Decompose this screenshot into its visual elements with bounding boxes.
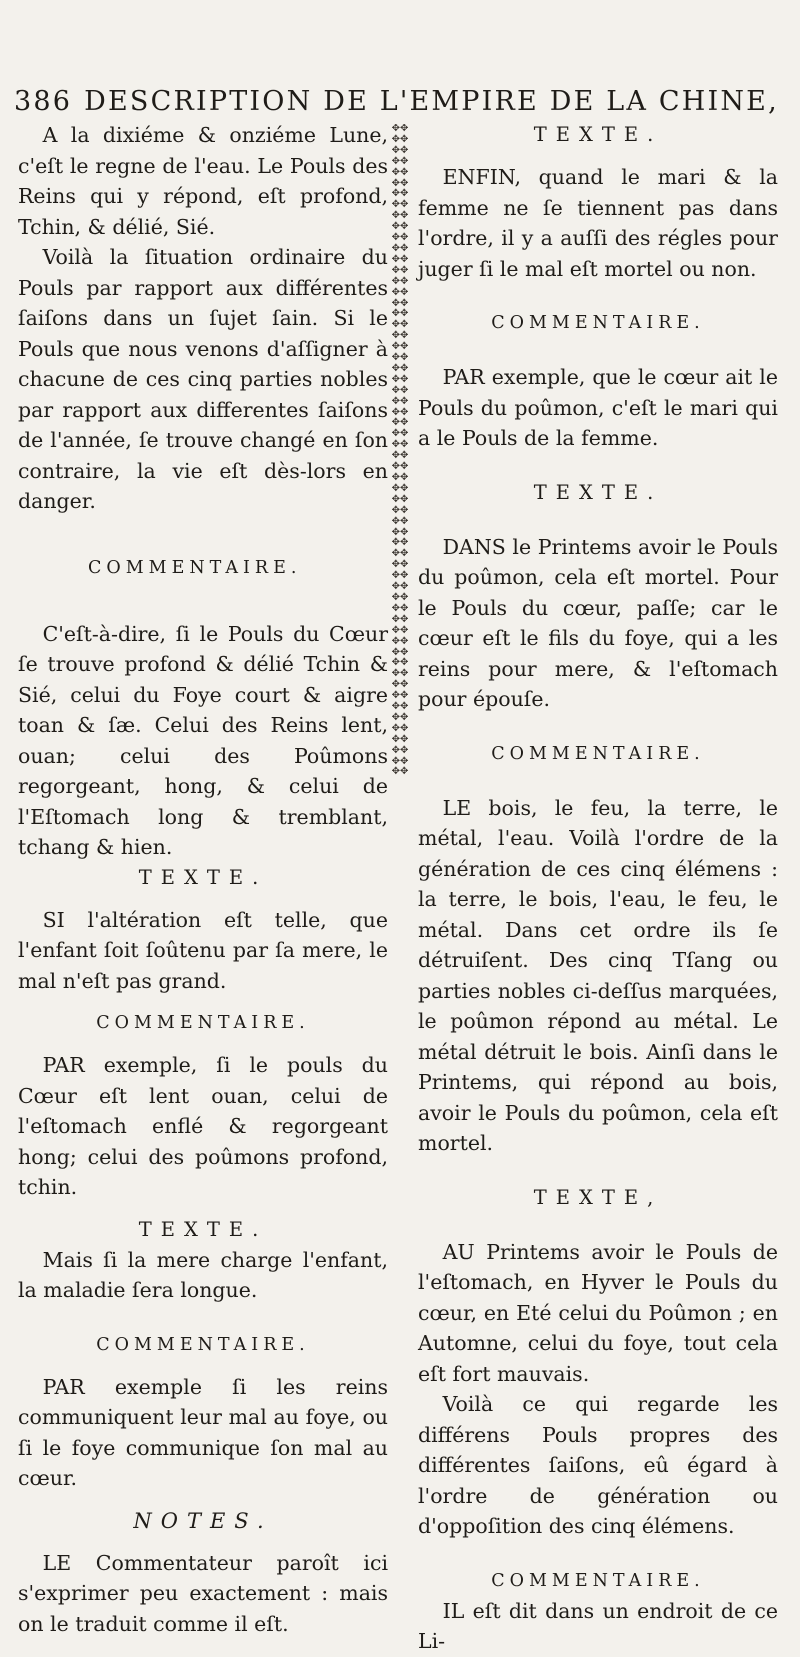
paragraph: LE Commentateur paroît ici s'exprimer peu exactement : mais on le traduit comme il eſt. bbox=[18, 1550, 388, 1636]
paragraph: SI l'altération eſt telle, que l'enfant ſoit ſoûtenu par ſa mere, le mal n'eſt pas grand. bbox=[18, 907, 388, 993]
ornamental-divider: ✥✥✥✥✥✥✥✥✥✥✥✥✥✥✥✥✥✥✥✥✥✥✥✥✥✥✥✥✥✥✥✥✥✥✥✥✥✥✥✥✥✥✥✥✥✥✥✥✥✥✥✥✥✥✥✥✥✥✥✥✥✥✥✥✥✥✥✥✥✥✥✥✥✥✥✥✥✥✥✥✥✥✥✥✥✥✥✥✥✥✥✥✥✥✥✥✥✥✥✥✥✥✥✥✥✥✥✥✥✥✥✥✥✥✥✥✥✥✥✥ bbox=[391, 124, 409, 778]
section-heading: TEXTE, bbox=[533, 1185, 663, 1209]
section-heading: COMMENTAIRE. bbox=[96, 1013, 310, 1033]
page-number: 386 bbox=[14, 86, 73, 117]
paragraph: Mais ſi la mere charge l'enfant, la maladie ſera longue. bbox=[18, 1247, 388, 1302]
paragraph: AU Printems avoir le Pouls de l'eſtomach, en Hyver le Pouls du cœur, en Eté celui du Poûmon ; en Automne, celui du foye, tout cela eſt fort mauvais. bbox=[418, 1239, 778, 1386]
section-heading: TEXTE. bbox=[533, 480, 663, 504]
paragraph: IL eſt dit dans un endroit de ce Li- bbox=[418, 1598, 778, 1653]
paragraph: ENFIN, quand le mari & la femme ne ſe tiennent pas dans l'ordre, il y a auſſi des régles pour juger ſi le mal eſt mortel ou non. bbox=[418, 165, 778, 281]
paragraph: PAR exemple ſi les reins communiquent leur mal au foye, ou ſi le foye communique ſon mal au cœur. bbox=[18, 1374, 388, 1490]
running-head bbox=[14, 86, 792, 122]
section-heading: TEXTE. bbox=[138, 1217, 268, 1241]
paragraph: Voilà la ſituation ordinaire du Pouls par rapport aux différentes ſaiſons dans un ſujet ſain. Si le Pouls que nous venons d'aſſigner à chacune de ces cinq parties nobles par rapport aux differentes ſaiſons de l'année, ſe trouve changé en ſon contraire, la vie eſt dès-lors en danger. bbox=[18, 245, 388, 513]
section-heading: NOTES. bbox=[133, 1508, 273, 1533]
paragraph: Voilà ce qui regarde les différens Pouls propres des différentes ſaiſons, eû égard à l'ordre de génération ou d'oppoſition des cinq élémens. bbox=[418, 1392, 778, 1538]
paragraph: A la dixiéme & onziéme Lune, c'eſt le regne de l'eau. Le Pouls des Reins qui y répond, eſt profond, Tchin, & délié, Sié. bbox=[18, 123, 388, 239]
section-heading: TEXTE. bbox=[533, 123, 663, 146]
section-heading: COMMENTAIRE. bbox=[491, 313, 705, 333]
section-heading: COMMENTAIRE. bbox=[96, 1334, 310, 1355]
section-heading: COMMENTAIRE. bbox=[88, 557, 302, 578]
paragraph: LE bois, le feu, la terre, le métal, l'eau. Voilà l'ordre de la génération de ces cinq élémens : la terre, le bois, l'eau, le feu, le métal. Dans cet ordre ils ſe détruiſent. Des cinq Tſang ou parties nobles ci-deſſus marquées, le poûmon répond au métal. Le métal détruit le bois. Ainſi dans le Printems, qui répond au bois, avoir le Pouls du poûmon, cela eſt mortel. bbox=[418, 795, 778, 1155]
paragraph: PAR exemple, ſi le pouls du Cœur eſt lent ouan, celui de l'eſtomach enflé & regorgeant hong; celui des poûmons profond, tchin. bbox=[18, 1053, 388, 1199]
section-heading: TEXTE. bbox=[138, 865, 268, 889]
paragraph: DANS le Printems avoir le Pouls du poûmon, cela eſt mortel. Pour le Pouls du cœur, paſſe; car le cœur eſt le fils du foye, qui a les reins pour mere, & l'eſtomach pour épouſe. bbox=[418, 534, 778, 711]
left-column bbox=[18, 120, 388, 1639]
paragraph: PAR exemple, que le cœur ait le Pouls du poûmon, c'eſt le mari qui a le Pouls de la femme. bbox=[418, 365, 778, 450]
paragraph: C'eſt-à-dire, ſi le Pouls du Cœur ſe trouve profond & délié Tchin & Sié, celui du Foye court & aigre toan & ſæ. Celui des Reins lent, ouan; celui des Poûmons regorgeant, hong, & celui de l'Eſtomach long & tremblant, tchang & hien. bbox=[18, 621, 388, 859]
section-heading: COMMENTAIRE. bbox=[491, 743, 705, 764]
right-column bbox=[418, 120, 778, 1657]
section-heading: COMMENTAIRE. bbox=[491, 1570, 705, 1591]
page-title: DESCRIPTION DE L'EMPIRE DE LA CHINE, bbox=[84, 86, 779, 117]
